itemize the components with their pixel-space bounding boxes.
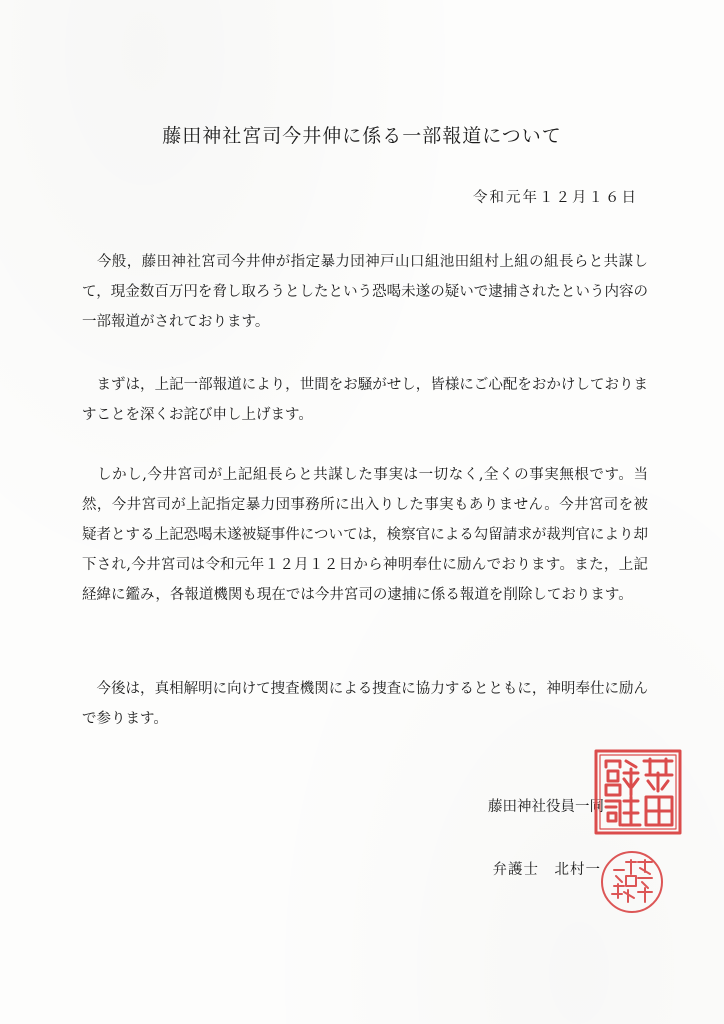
signature-lawyer: 弁護士 北村一 [492,862,601,878]
paragraph-2: まずは，上記一部報道により，世間をお騒がせし，皆様にご心配をおかけしておりますことを深くお詫び申し上げます。 [82,377,648,423]
shrine-seal-stamp [592,745,684,837]
document-title: 藤田神社宮司今井伸に係る一部報道について [162,125,562,147]
signature-organization: 藤田神社役員一同 [488,799,604,815]
document-date: 令和元年１２月１６日 [473,190,638,206]
shrine-seal-icon [592,745,684,837]
paragraph-4: 今後は，真相解明に向けて捜査機関による捜査に協力するとともに，神明奉仕に励んで参ります。 [82,681,648,727]
lawyer-seal-stamp [598,848,666,916]
lawyer-seal-icon [598,848,666,916]
paragraph-1: 今般，藤田神社宮司今井伸が指定暴力団神戸山口組池田組村上組の組長らと共謀して，現金数百万円を脅し取ろうとしたという恐喝未遂の疑いで逮捕されたという内容の一部報道がされております。 [82,254,648,330]
paragraph-3: しかし,今井宮司が上記組長らと共謀した事実は一切なく,全くの事実無根です。当然，今井宮司が上記指定暴力団事務所に出入りした事実もありません。今井宮司を被疑者とする上記恐喝未遂被疑事件については，検察官による勾留請求が裁判官により却下され,今井宮司は令和元年１２月１２日から神明奉仕に励んでおります。また，上記経緯に鑑み，各報道機関も現在では今井宮司の逮捕に係る報道を削除しております。 [82,467,648,603]
